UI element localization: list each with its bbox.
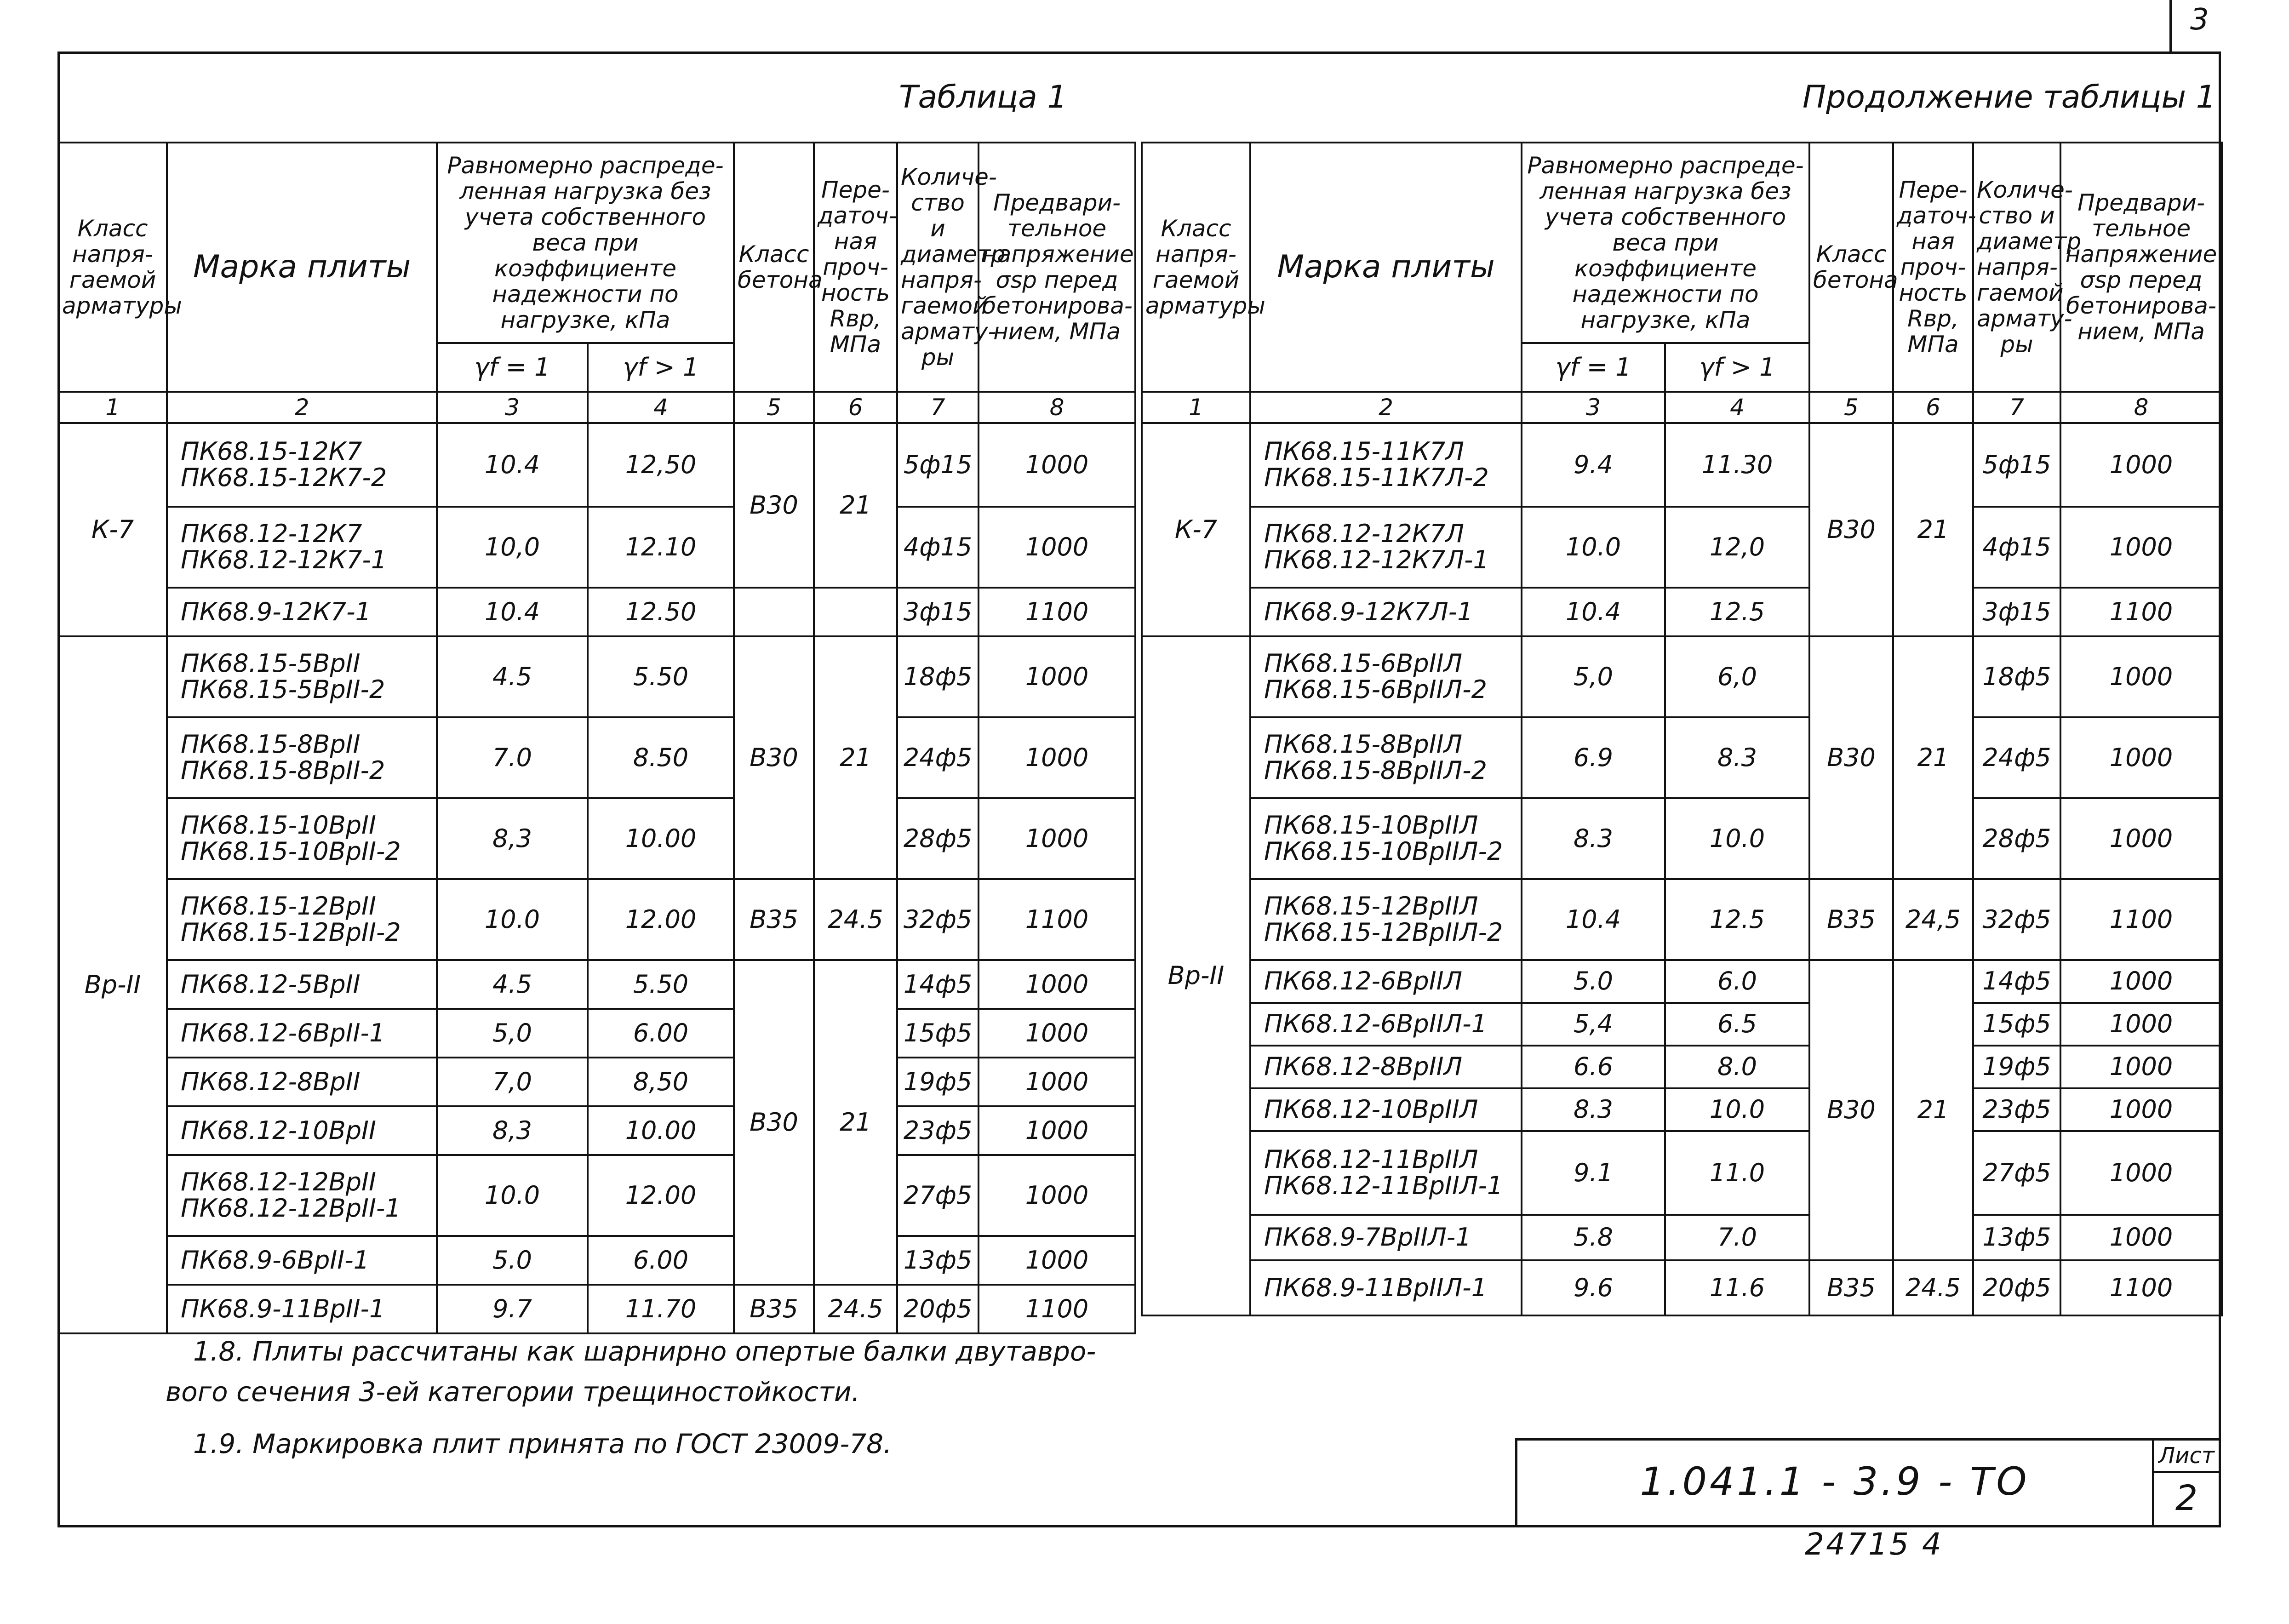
load-gf-gt1: 8,50 bbox=[588, 1058, 734, 1106]
table-continuation-title: Продолжение таблицы 1 bbox=[1803, 79, 2216, 115]
rebar-class: Вр-II bbox=[58, 636, 167, 1333]
transfer-strength: 21 bbox=[1893, 423, 1973, 636]
brand-cell: ПК68.15-8ВрII ПК68.15-8ВрII-2 bbox=[167, 717, 437, 798]
brand-cell: ПК68.15-10ВрII ПК68.15-10ВрII-2 bbox=[167, 798, 437, 879]
transfer-strength: 21 bbox=[814, 423, 897, 588]
col-header-gf-gt1: γf > 1 bbox=[588, 343, 734, 392]
prestress: 1100 bbox=[2060, 879, 2222, 960]
col-header-prestress: Предвари-тельное напряжение σsp перед бетонирова-нием, МПа bbox=[979, 143, 1135, 392]
rebar-qty: 3ф15 bbox=[1973, 588, 2060, 636]
prestress: 1000 bbox=[2060, 717, 2222, 798]
load-gf-gt1: 11.70 bbox=[588, 1285, 734, 1333]
load-gf1: 7.0 bbox=[437, 717, 588, 798]
brand-cell: ПК68.9-7ВрIIЛ-1 bbox=[1250, 1215, 1522, 1260]
col-header-class: Класс напря-гаемой арматуры bbox=[58, 143, 167, 392]
prestress: 1000 bbox=[979, 1155, 1135, 1236]
transfer-strength: 21 bbox=[1893, 636, 1973, 879]
col-number: 6 bbox=[814, 392, 897, 423]
sheet-label: Лист bbox=[2154, 1441, 2219, 1473]
transfer-strength: 21 bbox=[814, 636, 897, 879]
load-gf-gt1: 6.5 bbox=[1665, 1003, 1809, 1046]
col-header-rebar: Количе-ство и диаметр напря-гаемой армату-ры bbox=[1973, 143, 2060, 392]
brand-cell: ПК68.9-6ВрII-1 bbox=[167, 1236, 437, 1285]
table-row bbox=[1142, 507, 2222, 588]
brand-cell: ПК68.12-6ВрIIЛ-1 bbox=[1250, 1003, 1522, 1046]
table-row bbox=[58, 636, 1135, 717]
load-gf1: 8.3 bbox=[1522, 1088, 1665, 1131]
load-gf1: 5,4 bbox=[1522, 1003, 1665, 1046]
load-gf-gt1: 6.00 bbox=[588, 1009, 734, 1058]
load-gf1: 10.4 bbox=[437, 423, 588, 507]
table-row bbox=[1142, 1260, 2222, 1315]
table-row bbox=[58, 1009, 1135, 1058]
table-row bbox=[58, 960, 1135, 1009]
transfer-strength: 24,5 bbox=[1893, 879, 1973, 960]
load-gf1: 5.0 bbox=[437, 1236, 588, 1285]
load-gf-gt1: 11.30 bbox=[1665, 423, 1809, 507]
brand-cell: ПК68.15-5ВрII ПК68.15-5ВрII-2 bbox=[167, 636, 437, 717]
prestress: 1000 bbox=[979, 960, 1135, 1009]
load-gf1: 10.4 bbox=[1522, 588, 1665, 636]
rebar-class: К-7 bbox=[58, 423, 167, 636]
col-header-brand: Марка плиты bbox=[1250, 143, 1522, 392]
title-block bbox=[1515, 1438, 2221, 1527]
prestress: 1000 bbox=[979, 1106, 1135, 1155]
table-row bbox=[1142, 423, 2222, 507]
brand-cell: ПК68.12-8ВрII bbox=[167, 1058, 437, 1106]
load-gf-gt1: 11.0 bbox=[1665, 1131, 1809, 1215]
brand-cell: ПК68.9-11ВрII-1 bbox=[167, 1285, 437, 1333]
prestress: 1000 bbox=[979, 1236, 1135, 1285]
rebar-qty: 5ф15 bbox=[1973, 423, 2060, 507]
col-number: 7 bbox=[897, 392, 979, 423]
table-row bbox=[58, 423, 1135, 507]
load-gf-gt1: 12.5 bbox=[1665, 588, 1809, 636]
load-gf1: 8.3 bbox=[1522, 798, 1665, 879]
table-right bbox=[1141, 142, 2223, 1316]
load-gf-gt1: 12.10 bbox=[588, 507, 734, 588]
rebar-qty: 4ф15 bbox=[897, 507, 979, 588]
rebar-qty: 18ф5 bbox=[1973, 636, 2060, 717]
table-row bbox=[1142, 960, 2222, 1003]
brand-cell: ПК68.15-12ВрIIЛ ПК68.15-12ВрIIЛ-2 bbox=[1250, 879, 1522, 960]
rebar-qty: 24ф5 bbox=[897, 717, 979, 798]
prestress: 1000 bbox=[979, 798, 1135, 879]
load-gf1: 10,0 bbox=[437, 507, 588, 588]
brand-cell: ПК68.12-12ВрII ПК68.12-12ВрII-1 bbox=[167, 1155, 437, 1236]
rebar-qty: 3ф15 bbox=[897, 588, 979, 636]
load-gf-gt1: 8.3 bbox=[1665, 717, 1809, 798]
load-gf-gt1: 6.00 bbox=[588, 1236, 734, 1285]
table-row bbox=[58, 1285, 1135, 1333]
col-header-concrete: Класс бетона bbox=[734, 143, 814, 392]
load-gf-gt1: 6,0 bbox=[1665, 636, 1809, 717]
rebar-qty: 18ф5 bbox=[897, 636, 979, 717]
table-row bbox=[58, 879, 1135, 960]
load-gf1: 4.5 bbox=[437, 960, 588, 1009]
table-row bbox=[1142, 717, 2222, 798]
load-gf-gt1: 5.50 bbox=[588, 960, 734, 1009]
load-gf-gt1: 11.6 bbox=[1665, 1260, 1809, 1315]
load-gf-gt1: 12.5 bbox=[1665, 879, 1809, 960]
table-row bbox=[58, 717, 1135, 798]
document-code: 1.041.1 - 3.9 - ТО bbox=[1640, 1459, 2030, 1504]
rebar-qty: 19ф5 bbox=[1973, 1046, 2060, 1088]
load-gf1: 5,0 bbox=[437, 1009, 588, 1058]
brand-cell: ПК68.15-12ВрII ПК68.15-12ВрII-2 bbox=[167, 879, 437, 960]
brand-cell: ПК68.15-10ВрIIЛ ПК68.15-10ВрIIЛ-2 bbox=[1250, 798, 1522, 879]
load-gf1: 5.0 bbox=[1522, 960, 1665, 1003]
brand-cell: ПК68.9-12К7Л-1 bbox=[1250, 588, 1522, 636]
rebar-qty: 24ф5 bbox=[1973, 717, 2060, 798]
table-row bbox=[1142, 588, 2222, 636]
brand-cell: ПК68.12-12К7Л ПК68.12-12К7Л-1 bbox=[1250, 507, 1522, 588]
table-row bbox=[1142, 1003, 2222, 1046]
rebar-qty: 28ф5 bbox=[897, 798, 979, 879]
col-header-strength: Пере-даточ-ная проч-ность Rвр, МПа bbox=[1893, 143, 1973, 392]
transfer-strength: 21 bbox=[1893, 960, 1973, 1260]
concrete-class: В30 bbox=[1809, 960, 1893, 1260]
table-row bbox=[58, 1106, 1135, 1155]
transfer-strength bbox=[814, 588, 897, 636]
brand-cell: ПК68.15-6ВрIIЛ ПК68.15-6ВрIIЛ-2 bbox=[1250, 636, 1522, 717]
col-number: 3 bbox=[1522, 392, 1665, 423]
load-gf-gt1: 10.00 bbox=[588, 1106, 734, 1155]
table-row bbox=[58, 507, 1135, 588]
load-gf1: 9.4 bbox=[1522, 423, 1665, 507]
col-header-gf-gt1: γf > 1 bbox=[1665, 343, 1809, 392]
col-header-strength: Пере-даточ-ная проч-ность Rвр, МПа bbox=[814, 143, 897, 392]
prestress: 1000 bbox=[979, 1009, 1135, 1058]
load-gf1: 5,0 bbox=[1522, 636, 1665, 717]
col-number: 5 bbox=[1809, 392, 1893, 423]
load-gf1: 10.4 bbox=[437, 588, 588, 636]
col-number: 1 bbox=[58, 392, 167, 423]
col-number: 6 bbox=[1893, 392, 1973, 423]
rebar-qty: 13ф5 bbox=[1973, 1215, 2060, 1260]
transfer-strength: 24.5 bbox=[1893, 1260, 1973, 1315]
table-row bbox=[58, 1236, 1135, 1285]
prestress: 1000 bbox=[2060, 1131, 2222, 1215]
load-gf-gt1: 6.0 bbox=[1665, 960, 1809, 1003]
concrete-class bbox=[734, 588, 814, 636]
load-gf1: 8,3 bbox=[437, 798, 588, 879]
load-gf-gt1: 12.00 bbox=[588, 1155, 734, 1236]
col-header-load: Равномерно распреде-ленная нагрузка без учета собственного веса при коэффициенте надежности по нагрузке, кПа bbox=[1522, 143, 1809, 343]
prestress: 1000 bbox=[2060, 1003, 2222, 1046]
col-header-gf1: γf = 1 bbox=[1522, 343, 1665, 392]
table-row bbox=[58, 798, 1135, 879]
brand-cell: ПК68.15-12К7 ПК68.15-12К7-2 bbox=[167, 423, 437, 507]
prestress: 1000 bbox=[2060, 636, 2222, 717]
note-1-9: 1.9. Маркировка плит принята по ГОСТ 23009-78. bbox=[193, 1428, 892, 1459]
prestress: 1000 bbox=[979, 636, 1135, 717]
table-row bbox=[1142, 1088, 2222, 1131]
rebar-qty: 27ф5 bbox=[1973, 1131, 2060, 1215]
prestress: 1000 bbox=[2060, 1215, 2222, 1260]
rebar-qty: 23ф5 bbox=[1973, 1088, 2060, 1131]
load-gf-gt1: 7.0 bbox=[1665, 1215, 1809, 1260]
col-number: 4 bbox=[588, 392, 734, 423]
load-gf1: 6.9 bbox=[1522, 717, 1665, 798]
load-gf1: 7,0 bbox=[437, 1058, 588, 1106]
col-header-brand: Марка плиты bbox=[167, 143, 437, 392]
load-gf1: 5.8 bbox=[1522, 1215, 1665, 1260]
col-number: 2 bbox=[1250, 392, 1522, 423]
brand-cell: ПК68.12-8ВрIIЛ bbox=[1250, 1046, 1522, 1088]
load-gf1: 10.0 bbox=[1522, 507, 1665, 588]
concrete-class: В30 bbox=[1809, 636, 1893, 879]
sheet-number: 2 bbox=[2175, 1477, 2198, 1518]
concrete-class: В35 bbox=[1809, 1260, 1893, 1315]
table-left bbox=[57, 142, 1136, 1334]
rebar-qty: 23ф5 bbox=[897, 1106, 979, 1155]
rebar-qty: 32ф5 bbox=[1973, 879, 2060, 960]
rebar-qty: 14ф5 bbox=[897, 960, 979, 1009]
prestress: 1000 bbox=[979, 717, 1135, 798]
load-gf-gt1: 5.50 bbox=[588, 636, 734, 717]
col-header-class: Класс напря-гаемой арматуры bbox=[1142, 143, 1250, 392]
rebar-qty: 15ф5 bbox=[1973, 1003, 2060, 1046]
col-header-prestress: Предвари-тельное напряжение σsp перед бетонирова-нием, МПа bbox=[2060, 143, 2222, 392]
prestress: 1100 bbox=[979, 1285, 1135, 1333]
rebar-qty: 13ф5 bbox=[897, 1236, 979, 1285]
col-number: 1 bbox=[1142, 392, 1250, 423]
brand-cell: ПК68.12-6ВрIIЛ bbox=[1250, 960, 1522, 1003]
transfer-strength: 24.5 bbox=[814, 1285, 897, 1333]
table-row bbox=[58, 588, 1135, 636]
col-header-rebar: Количе-ство и диаметр напря-гаемой армату-ры bbox=[897, 143, 979, 392]
load-gf1: 10.0 bbox=[437, 1155, 588, 1236]
brand-cell: ПК68.12-12К7 ПК68.12-12К7-1 bbox=[167, 507, 437, 588]
corner-number: 3 bbox=[2190, 3, 2209, 37]
load-gf-gt1: 10.0 bbox=[1665, 798, 1809, 879]
rebar-class: Вр-II bbox=[1142, 636, 1250, 1315]
brand-cell: ПК68.12-10ВрII bbox=[167, 1106, 437, 1155]
prestress: 1000 bbox=[2060, 507, 2222, 588]
transfer-strength: 24.5 bbox=[814, 879, 897, 960]
load-gf-gt1: 8.0 bbox=[1665, 1046, 1809, 1088]
table-row bbox=[1142, 798, 2222, 879]
col-header-gf1: γf = 1 bbox=[437, 343, 588, 392]
concrete-class: В35 bbox=[734, 1285, 814, 1333]
load-gf1: 10.4 bbox=[1522, 879, 1665, 960]
rebar-qty: 32ф5 bbox=[897, 879, 979, 960]
load-gf-gt1: 12.50 bbox=[588, 588, 734, 636]
col-number: 4 bbox=[1665, 392, 1809, 423]
corner-box bbox=[2169, 0, 2223, 51]
col-number: 3 bbox=[437, 392, 588, 423]
prestress: 1000 bbox=[2060, 1046, 2222, 1088]
load-gf1: 10.0 bbox=[437, 879, 588, 960]
brand-cell: ПК68.9-12К7-1 bbox=[167, 588, 437, 636]
prestress: 1000 bbox=[979, 507, 1135, 588]
load-gf-gt1: 10.0 bbox=[1665, 1088, 1809, 1131]
prestress: 1000 bbox=[2060, 798, 2222, 879]
note-1-8: 1.8. Плиты рассчитаны как шарнирно опертые балки двутавро- bbox=[193, 1336, 1096, 1367]
title-bar bbox=[60, 54, 2219, 141]
load-gf-gt1: 12,50 bbox=[588, 423, 734, 507]
rebar-qty: 5ф15 bbox=[897, 423, 979, 507]
prestress: 1000 bbox=[2060, 1088, 2222, 1131]
brand-cell: ПК68.12-11ВрIIЛ ПК68.12-11ВрIIЛ-1 bbox=[1250, 1131, 1522, 1215]
col-number: 8 bbox=[979, 392, 1135, 423]
concrete-class: В30 bbox=[734, 960, 814, 1285]
notes bbox=[166, 1336, 1096, 1482]
rebar-qty: 20ф5 bbox=[1973, 1260, 2060, 1315]
table-row bbox=[58, 1155, 1135, 1236]
prestress: 1000 bbox=[2060, 960, 2222, 1003]
inventory-number: 24715 4 bbox=[1805, 1527, 1943, 1562]
prestress: 1100 bbox=[979, 588, 1135, 636]
load-gf-gt1: 12.00 bbox=[588, 879, 734, 960]
load-gf1: 4.5 bbox=[437, 636, 588, 717]
transfer-strength: 21 bbox=[814, 960, 897, 1285]
concrete-class: В35 bbox=[1809, 879, 1893, 960]
col-number: 8 bbox=[2060, 392, 2222, 423]
load-gf1: 9.6 bbox=[1522, 1260, 1665, 1315]
note-1-8-cont: вого сечения 3-ей категории трещиностойкости. bbox=[166, 1376, 860, 1407]
rebar-qty: 28ф5 bbox=[1973, 798, 2060, 879]
rebar-qty: 27ф5 bbox=[897, 1155, 979, 1236]
concrete-class: В30 bbox=[734, 636, 814, 879]
brand-cell: ПК68.15-11К7Л ПК68.15-11К7Л-2 bbox=[1250, 423, 1522, 507]
load-gf-gt1: 8.50 bbox=[588, 717, 734, 798]
load-gf1: 9.7 bbox=[437, 1285, 588, 1333]
concrete-class: В30 bbox=[1809, 423, 1893, 636]
prestress: 1100 bbox=[2060, 1260, 2222, 1315]
prestress: 1100 bbox=[2060, 588, 2222, 636]
col-header-load: Равномерно распреде-ленная нагрузка без учета собственного веса при коэффициенте надежности по нагрузке, кПа bbox=[437, 143, 734, 343]
load-gf-gt1: 12,0 bbox=[1665, 507, 1809, 588]
brand-cell: ПК68.15-8ВрIIЛ ПК68.15-8ВрIIЛ-2 bbox=[1250, 717, 1522, 798]
brand-cell: ПК68.12-6ВрII-1 bbox=[167, 1009, 437, 1058]
prestress: 1000 bbox=[2060, 423, 2222, 507]
load-gf-gt1: 10.00 bbox=[588, 798, 734, 879]
table-row bbox=[58, 1058, 1135, 1106]
table-row bbox=[1142, 1046, 2222, 1088]
rebar-qty: 19ф5 bbox=[897, 1058, 979, 1106]
col-number: 5 bbox=[734, 392, 814, 423]
brand-cell: ПК68.9-11ВрIIЛ-1 bbox=[1250, 1260, 1522, 1315]
rebar-class: К-7 bbox=[1142, 423, 1250, 636]
brand-cell: ПК68.12-10ВрIIЛ bbox=[1250, 1088, 1522, 1131]
prestress: 1000 bbox=[979, 1058, 1135, 1106]
prestress: 1100 bbox=[979, 879, 1135, 960]
rebar-qty: 20ф5 bbox=[897, 1285, 979, 1333]
table-row bbox=[1142, 879, 2222, 960]
table-title: Таблица 1 bbox=[899, 79, 1067, 115]
col-number: 2 bbox=[167, 392, 437, 423]
table-row bbox=[1142, 1215, 2222, 1260]
rebar-qty: 14ф5 bbox=[1973, 960, 2060, 1003]
rebar-qty: 4ф15 bbox=[1973, 507, 2060, 588]
load-gf1: 8,3 bbox=[437, 1106, 588, 1155]
concrete-class: В35 bbox=[734, 879, 814, 960]
prestress: 1000 bbox=[979, 423, 1135, 507]
load-gf1: 9.1 bbox=[1522, 1131, 1665, 1215]
load-gf1: 6.6 bbox=[1522, 1046, 1665, 1088]
table-row bbox=[1142, 636, 2222, 717]
brand-cell: ПК68.12-5ВрII bbox=[167, 960, 437, 1009]
table-row bbox=[1142, 1131, 2222, 1215]
col-header-concrete: Класс бетона bbox=[1809, 143, 1893, 392]
col-number: 7 bbox=[1973, 392, 2060, 423]
concrete-class: В30 bbox=[734, 423, 814, 588]
rebar-qty: 15ф5 bbox=[897, 1009, 979, 1058]
